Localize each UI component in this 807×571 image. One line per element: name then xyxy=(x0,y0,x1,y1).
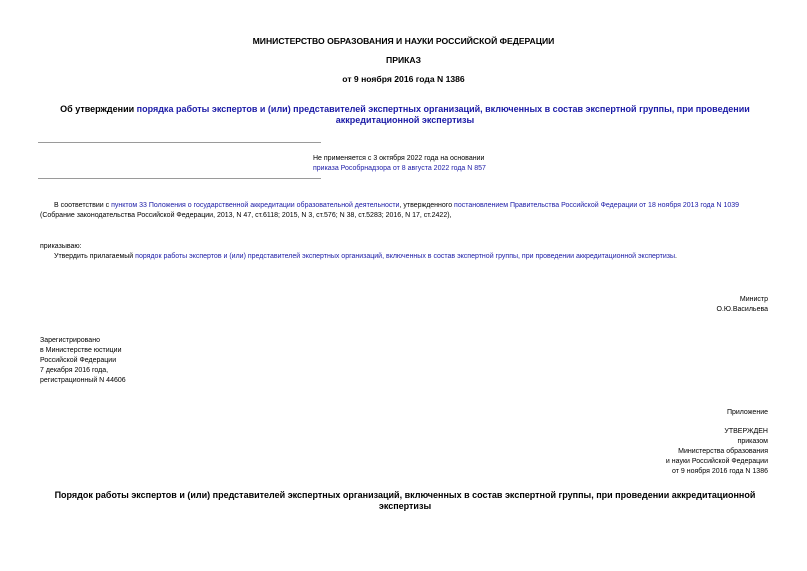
preamble-text-2: , утвержденного xyxy=(399,202,455,209)
order-link-procedure[interactable]: порядок работы экспертов и (или) представителей экспертных организаций, включенных в состав экспертной группы, при проведении аккредитационной экспертизы xyxy=(135,253,675,260)
registration-line: 7 декабря 2016 года, xyxy=(40,367,109,374)
preamble-text-3: (Собрание законодательства Российской Федерации, 2013, N 47, ст.6118; 2015, N 3, ст.576; N 38, ст.5283; 2016, N 17, ст.2422), xyxy=(40,212,452,219)
notice-text: Не применяется с 3 октября 2022 года на основании xyxy=(313,155,485,162)
divider-top xyxy=(38,142,321,143)
notice-link[interactable]: приказа Рособрнадзора от 8 августа 2022 года N 857 xyxy=(313,165,486,172)
approval-line: Министерства образования xyxy=(678,448,768,455)
approval-line: от 9 ноября 2016 года N 1386 xyxy=(672,468,768,475)
divider-bottom xyxy=(38,178,321,179)
appendix-approval xyxy=(666,427,768,477)
order-title xyxy=(60,104,750,126)
registration-line: в Министерстве юстиции xyxy=(40,347,122,354)
approval-line: приказом xyxy=(737,438,768,445)
registration-line: регистрационный N 44606 xyxy=(40,377,126,384)
order-title-prefix: Об утверждении xyxy=(60,104,137,114)
order-word: приказываю: xyxy=(40,243,82,250)
signature-position: Министр xyxy=(739,296,768,303)
order-text-1: Утвердить прилагаемый xyxy=(54,253,136,260)
approval-line: и науки Российской Федерации xyxy=(665,458,768,465)
registration-line: Российской Федерации xyxy=(40,357,117,364)
order-paragraph xyxy=(54,252,774,262)
preamble-link-regulation[interactable]: пунктом 33 Положения о государственной аккредитации образовательной деятельности xyxy=(111,202,400,209)
preamble-text-1: В соответствии с xyxy=(54,202,112,209)
doc-type-heading: ПРИКАЗ xyxy=(386,55,421,65)
order-text-2: . xyxy=(674,253,677,260)
preamble-paragraph xyxy=(40,201,775,221)
appendix-label: Приложение xyxy=(726,409,768,416)
preamble-link-decree[interactable]: постановлением Правительства Российской Федерации от 18 ноября 2013 года N 1039 xyxy=(454,202,740,209)
doc-date-heading: от 9 ноября 2016 года N 1386 xyxy=(342,74,465,84)
ministry-heading: МИНИСТЕРСТВО ОБРАЗОВАНИЯ И НАУКИ РОССИЙСКОЙ ФЕДЕРАЦИИ xyxy=(252,36,555,46)
order-title-link[interactable]: порядка работы экспертов и (или) представителей экспертных организаций, включенных в состав экспертной группы, при проведении аккредитационной экспертизы xyxy=(136,104,750,125)
registration-block xyxy=(40,336,126,386)
registration-line: Зарегистрировано xyxy=(40,337,100,344)
approved-word: УТВЕРЖДЕН xyxy=(724,428,768,435)
procedure-title: Порядок работы экспертов и (или) представителей экспертных организаций, включенных в состав экспертной группы, при проведении аккредитационной экспертизы xyxy=(54,490,756,511)
signature-name: О.Ю.Васильева xyxy=(716,306,768,313)
